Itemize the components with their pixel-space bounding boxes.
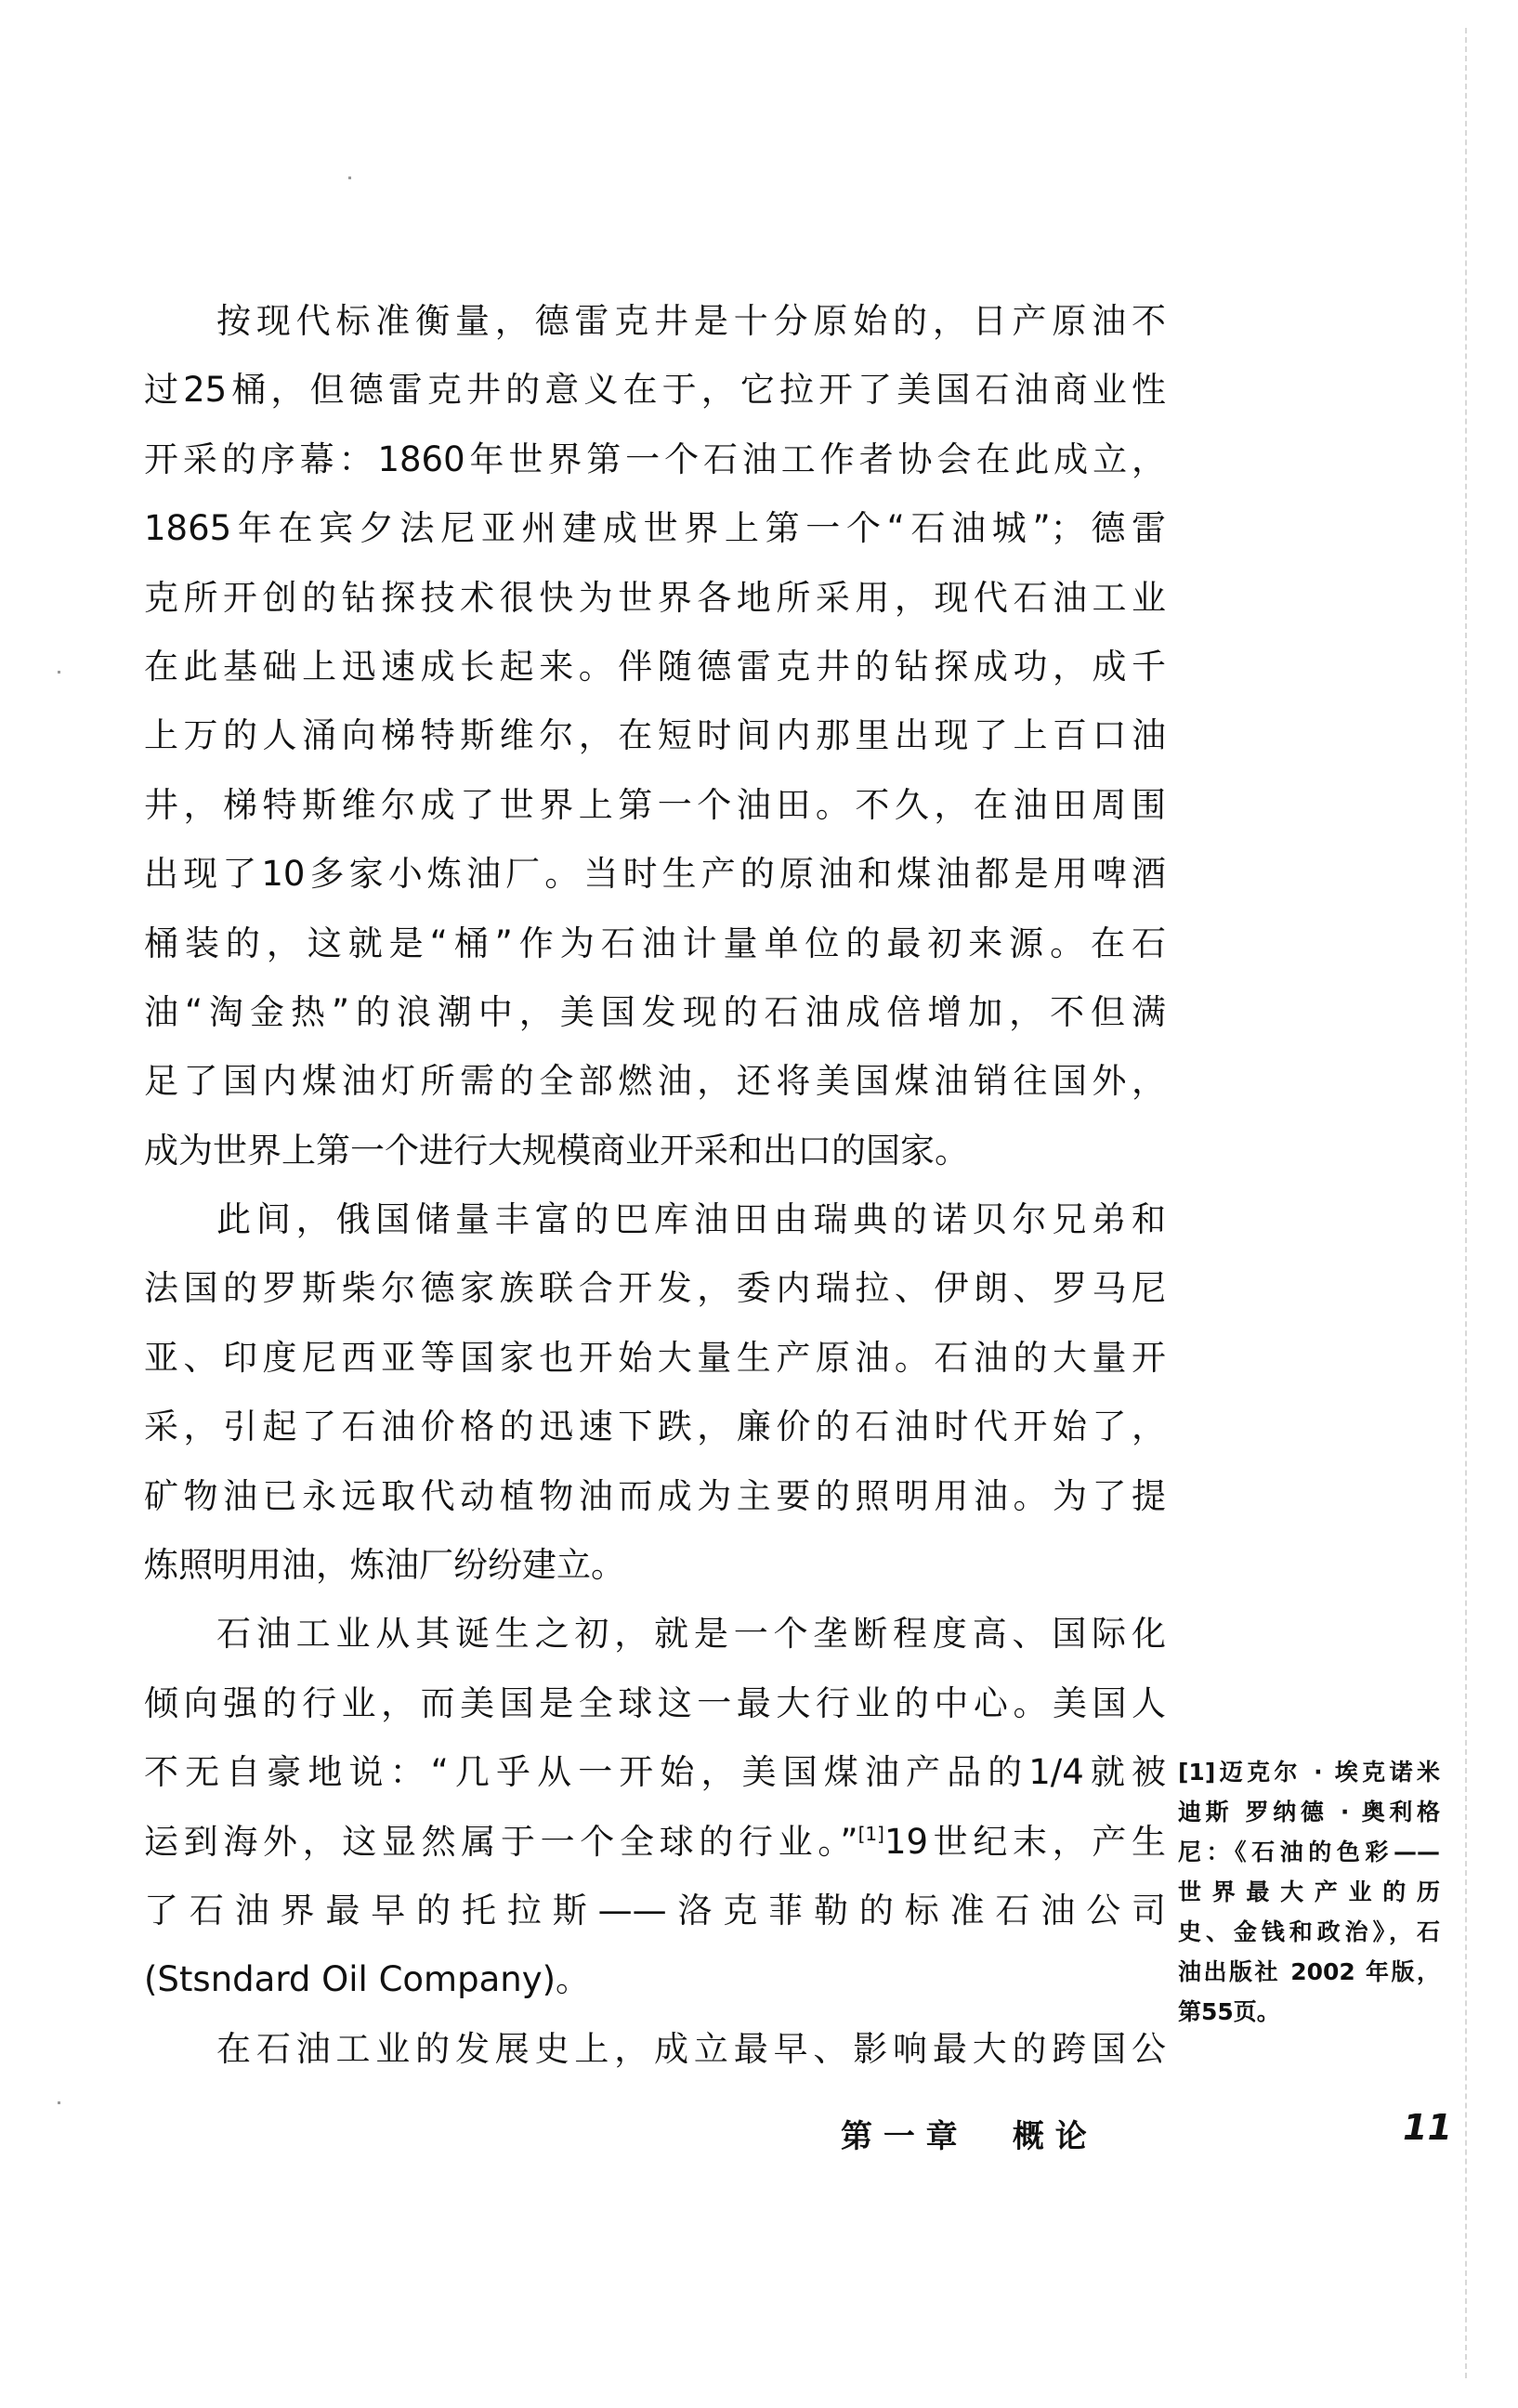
scan-speck [58, 2101, 60, 2104]
text-line: 史、金钱和政治》，石 [1178, 1918, 1440, 1945]
text-line: 井，梯特斯维尔成了世界上第一个油田。不久，在油田周围 [144, 784, 1166, 825]
scan-speck [348, 177, 351, 179]
scan-speck [58, 671, 60, 674]
text-line: 上万的人涌向梯特斯维尔，在短时间内那里出现了上百口油 [144, 715, 1166, 756]
text-line: [1]迈克尔 · 埃克诺米 [1178, 1759, 1440, 1786]
footnote-line-text: 19世纪末，产生 [883, 1821, 1166, 1862]
text-line: 油出版社 2002 年版， [1178, 1958, 1440, 1985]
text-line: 倾向强的行业，而美国是全球这一最大行业的中心。美国人 [144, 1682, 1166, 1723]
scan-edge-line [1465, 28, 1467, 2378]
text-line: (Stsndard Oil Company)。 [144, 1959, 591, 2000]
text-line: 迪斯 罗纳德 · 奥利格 [1178, 1799, 1440, 1826]
text-line: 矿物油已永远取代动植物油而成为主要的照明用油。为了提 [144, 1475, 1166, 1516]
text-line: 炼照明用油，炼油厂纷纷建立。 [144, 1545, 625, 1586]
body-text [144, 287, 1166, 2084]
chapter-footer: 第 一 章 概 论 [841, 2118, 1087, 2155]
text-line: 在石油工业的发展史上，成立最早、影响最大的跨国公 [216, 2028, 1166, 2069]
text-line: 1865年在宾夕法尼亚州建成世界上第一个“石油城”；德雷 [144, 508, 1166, 549]
text-line: 油“淘金热”的浪潮中，美国发现的石油成倍增加，不但满 [144, 991, 1166, 1032]
text-line: 亚、印度尼西亚等国家也开始大量生产原油。石油的大量开 [144, 1337, 1166, 1378]
text-line: 开采的序幕：1860年世界第一个石油工作者协会在此成立， [144, 438, 1166, 479]
text-line: 第55页。 [1178, 1998, 1280, 2025]
text-line: 出现了10多家小炼油厂。当时生产的原油和煤油都是用啤酒 [144, 854, 1166, 895]
text-line: 成为世界上第一个进行大规模商业开采和出口的国家。 [144, 1130, 969, 1171]
text-line: 此间，俄国储量丰富的巴库油田由瑞典的诺贝尔兄弟和 [216, 1199, 1166, 1240]
text-line: 了石油界最早的托拉斯——洛克菲勒的标准石油公司 [144, 1890, 1166, 1930]
text-line-with-footnote [144, 1808, 1166, 1877]
text-line: 世界最大产业的历 [1178, 1878, 1440, 1905]
text-line: 克所开创的钻探技术很快为世界各地所采用，现代石油工业 [144, 577, 1166, 618]
text-line: 石油工业从其诞生之初，就是一个垄断程度高、国际化 [216, 1614, 1166, 1655]
footnote-line-text: 运到海外，这显然属于一个全球的行业。” [144, 1821, 858, 1862]
text-line: 不无自豪地说：“几乎从一开始，美国煤油产品的1/4就被 [144, 1752, 1166, 1793]
text-line: 在此基础上迅速成长起来。伴随德雷克井的钻探成功，成千 [144, 646, 1166, 687]
text-line: 尼：《石油的色彩—— [1178, 1839, 1440, 1865]
page-number: 11 [1403, 2107, 1452, 2148]
text-line: 采，引起了石油价格的迅速下跌，廉价的石油时代开始了， [144, 1407, 1166, 1447]
text-line: 足了国内煤油灯所需的全部燃油，还将美国煤油销往国外， [144, 1061, 1166, 1102]
text-line: 桶装的，这就是“桶”作为石油计量单位的最初来源。在石 [144, 923, 1166, 963]
text-line: 过25桶，但德雷克井的意义在于，它拉开了美国石油商业性 [144, 370, 1166, 411]
text-line: 按现代标准衡量，德雷克井是十分原始的，日产原油不 [216, 301, 1166, 341]
text-line: 法国的罗斯柴尔德家族联合开发，委内瑞拉、伊朗、罗马尼 [144, 1268, 1166, 1309]
footnote-sidebar [1178, 1752, 1440, 2032]
footnote-ref[interactable]: [1] [857, 1822, 884, 1845]
